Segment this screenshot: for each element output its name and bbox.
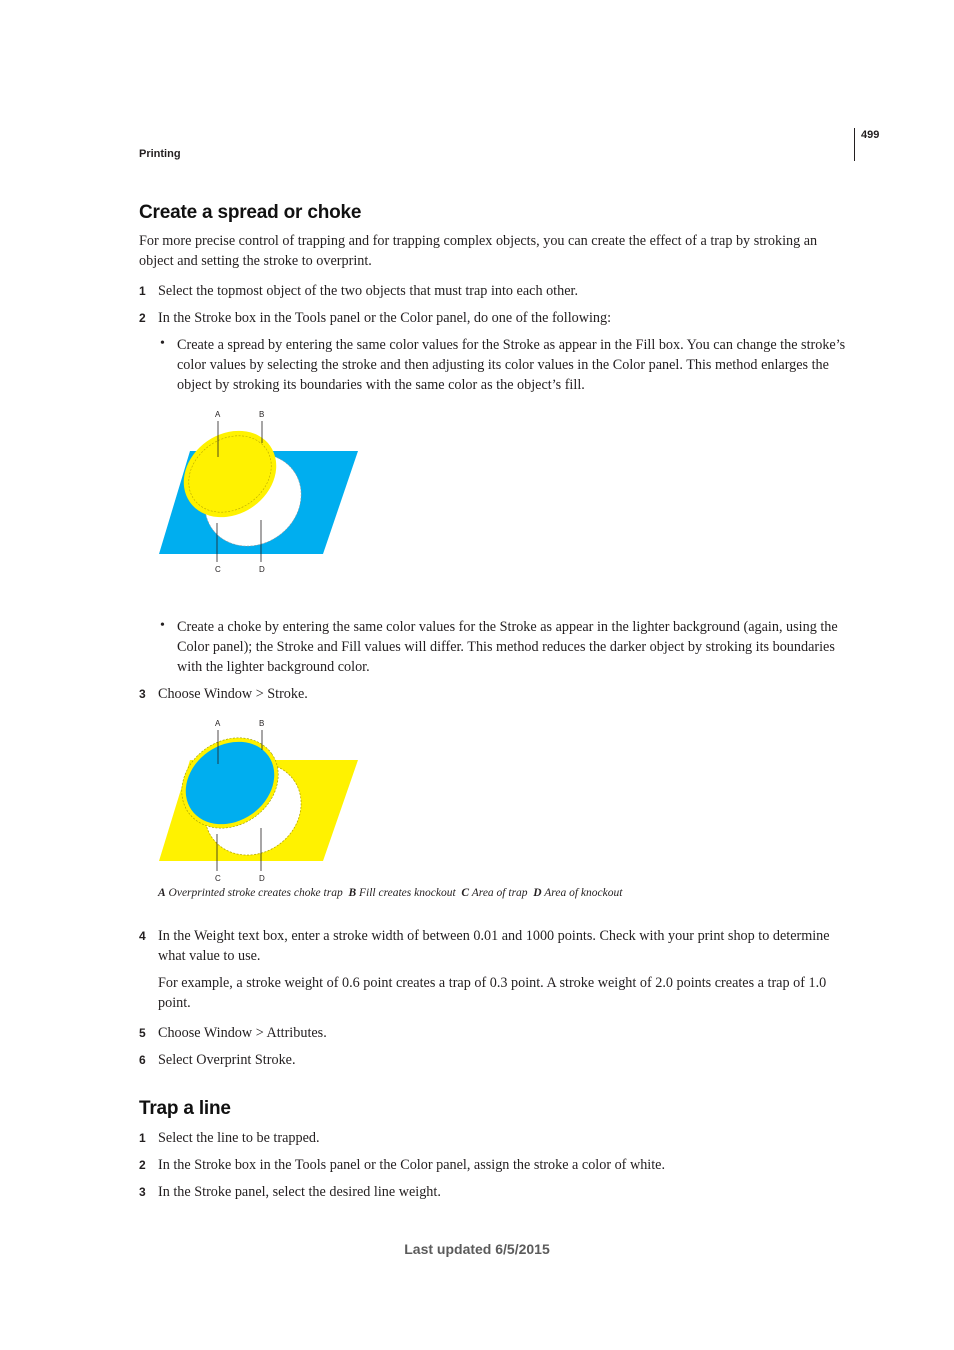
step-number: 3 — [139, 1185, 146, 1199]
caption-text-d: Area of knockout — [544, 887, 623, 899]
label-a: A — [215, 719, 221, 728]
step-number: 6 — [139, 1053, 146, 1067]
caption-text-a: Overprinted stroke creates choke trap — [168, 887, 343, 899]
step-number: 4 — [139, 929, 146, 943]
figure-caption — [158, 887, 622, 899]
step-text: In the Stroke panel, select the desired line weight. — [158, 1184, 441, 1200]
step-text: In the Stroke box in the Tools panel or the Color panel, assign the stroke a color of white. — [158, 1157, 666, 1173]
step-number: 2 — [139, 311, 146, 325]
step-number: 1 — [139, 284, 146, 298]
caption-key-d: D — [533, 887, 542, 899]
label-c: C — [215, 565, 221, 574]
label-a: A — [215, 410, 221, 419]
step-text: Select the line to be trapped. — [158, 1130, 320, 1146]
step-text: Choose Window > Stroke. — [158, 686, 308, 702]
caption-text-c: Area of trap — [471, 887, 528, 899]
step-number: 2 — [139, 1158, 146, 1172]
page-number: 499 — [861, 129, 880, 141]
bullet-marker: • — [160, 618, 165, 633]
caption-key-a: A — [158, 887, 166, 899]
caption-text-b: Fill creates knockout — [359, 887, 456, 899]
step-text: Choose Window > Attributes. — [158, 1025, 327, 1041]
choke-illustration — [150, 714, 370, 886]
step-note: For example, a stroke weight of 0.6 point creates a trap of 0.3 point. A stroke weight of 2.0 points creates a trap of 1.0 point. — [158, 975, 827, 1011]
intro-paragraph: For more precise control of trapping and for trapping complex objects, you can create the effect of a trap by stroking an object and setting the stroke to overprint. — [139, 233, 818, 269]
step-number: 1 — [139, 1131, 146, 1145]
step-text: Select the topmost object of the two objects that must trap into each other. — [158, 283, 579, 299]
label-d: D — [259, 565, 265, 574]
step-number: 5 — [139, 1026, 146, 1040]
bullet-text-spread: Create a spread by entering the same color values for the Stroke as appear in the Fill box. You can change the stroke’s color values by selecting the stroke and then adjusting its color values in the Color panel. This method enlarges the object by stroking its boundaries with the same color as the object’s fill. — [177, 337, 846, 393]
label-c: C — [215, 874, 221, 883]
section-name: Printing — [139, 148, 181, 160]
caption-key-c: C — [461, 887, 470, 899]
step-text: Select Overprint Stroke. — [158, 1052, 296, 1068]
label-b: B — [259, 410, 265, 419]
bullet-marker: • — [160, 336, 165, 351]
spread-illustration — [150, 405, 370, 577]
bullet-text-choke: Create a choke by entering the same color values for the Stroke as appear in the lighter background (again, using the Color panel); the Stroke and Fill values will differ. This method reduces the darker object by stroking its boundaries with the lighter background color. — [177, 619, 838, 675]
footer-last-updated: Last updated 6/5/2015 — [404, 1241, 550, 1257]
label-b: B — [259, 719, 265, 728]
step-text: In the Stroke box in the Tools panel or the Color panel, do one of the following: — [158, 310, 612, 326]
label-d: D — [259, 874, 265, 883]
header-rule — [854, 128, 855, 161]
section-title-spread-choke: Create a spread or choke — [139, 202, 362, 223]
section-title-trap-line: Trap a line — [139, 1098, 231, 1119]
step-text: In the Weight text box, enter a stroke width of between 0.01 and 1000 points. Check with your print shop to determine what value to use. — [158, 928, 830, 964]
caption-key-b: B — [348, 887, 357, 899]
step-number: 3 — [139, 687, 146, 701]
